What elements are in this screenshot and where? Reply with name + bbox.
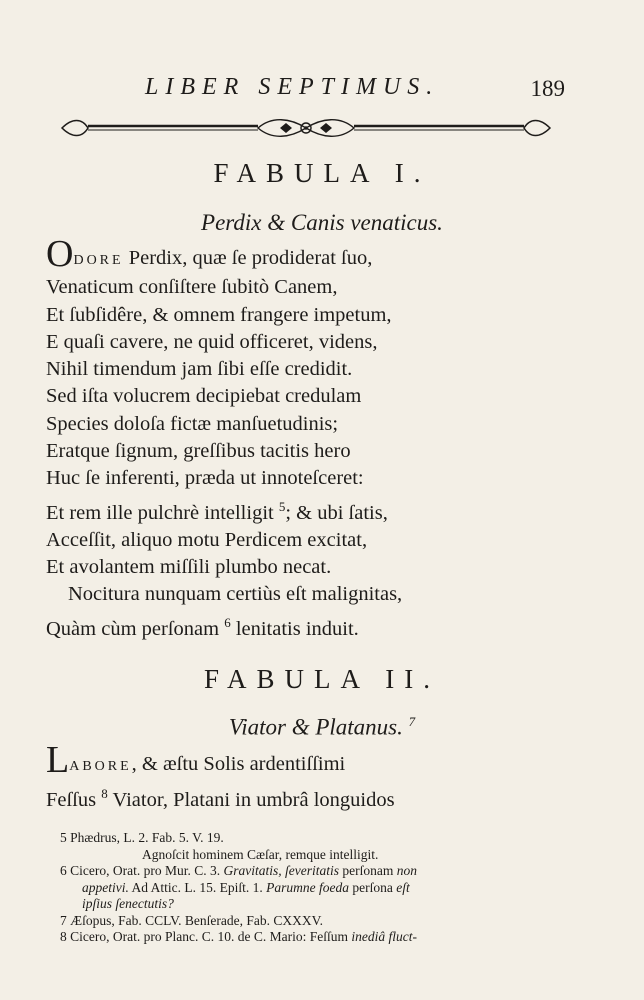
- footnote-marker: 6: [224, 614, 231, 630]
- footnote-marker: 5: [278, 498, 286, 514]
- poem-line: Acceſſit, aliquo motu Perdicem excitat,: [46, 528, 368, 551]
- running-title: LIBER SEPTIMUS.: [145, 74, 440, 100]
- footnote: 7 Æſopus, Fab. CCLV. Benſerade, Fab. CXXXV.: [60, 912, 324, 928]
- poem-line: ODORE Perdix, quæ ſe prodiderat ſuo,: [46, 233, 373, 275]
- small-caps-word: DORE: [73, 253, 124, 268]
- drop-cap: L: [46, 739, 70, 781]
- footnote: 8 Cicero, Orat. pro Planc. C. 10. de C. Mario: Feſſum inediâ fluct-: [60, 929, 417, 944]
- small-caps-word: ABORE: [69, 759, 132, 774]
- poem-line: Feſſus $^8$ Viator, Platani in umbrâ longuidos: [46, 786, 395, 812]
- footnotes: [60, 830, 560, 946]
- poem-line: E quaſi cavere, ne quid officeret, videns,: [46, 330, 378, 353]
- poem-line: Et rem ille pulchrè intelligit $^5$; & ubi ſatis,: [46, 498, 388, 524]
- footnote-marker: 8: [101, 786, 108, 802]
- fable-subtitle: Viator & Platanus. $^7$: [228, 714, 416, 740]
- fable-title: FABULA II.: [203, 664, 440, 694]
- footnote-marker: 7: [408, 714, 416, 729]
- poem-line: Et avolantem miſſili plumbo necat.: [46, 556, 332, 579]
- footnote: appetivi. Ad Attic. L. 15. Epiſt. 1. Parumne foeda perſona eſt: [82, 879, 410, 895]
- fable-text: [46, 233, 566, 643]
- poem-line: Eratque ſignum, greſſibus tacitis hero: [46, 440, 351, 463]
- drop-cap: O: [46, 233, 74, 275]
- footnote: Agnoſcit hominem Cæſar, remque intelligit.: [142, 846, 379, 862]
- poem-line: Venaticum conſiſtere ſubitò Canem,: [46, 276, 338, 299]
- poem-line: Sed iſta volucrem decipiebat credulam: [46, 385, 362, 408]
- poem-line: Huc ſe inferenti, præda ut innoteſceret:: [46, 467, 364, 490]
- page-number: 189: [530, 76, 565, 101]
- footnote: 6 Cicero, Orat. pro Mur. C. 3. Gravitatis, ſeveritatis perſonam non: [60, 863, 417, 878]
- footnote: 5 Phædrus, L. 2. Fab. 5. V. 19.: [60, 830, 224, 845]
- footnote: ipſius ſenectutis?: [82, 896, 174, 911]
- fable-subtitle: Perdix & Canis venaticus.: [201, 210, 443, 235]
- poem-line: Nocitura nunquam certiùs eſt malignitas,: [68, 583, 403, 606]
- fable-text: [46, 739, 566, 814]
- decorative-rule-ornament: [58, 114, 554, 142]
- poem-line: Et ſubſidêre, & omnem frangere impetum,: [46, 303, 392, 326]
- running-head: [145, 74, 565, 108]
- poem-line: Nihil timendum jam ſibi eſſe credidit.: [46, 358, 353, 381]
- fable-title: FABULA I.: [213, 158, 431, 188]
- poem-line: Quàm cùm perſonam $^6$ lenitatis induit.: [46, 614, 359, 640]
- poem-line: Species doloſa fictæ manſuetudinis;: [46, 412, 339, 435]
- poem-line: LABORE, & æſtu Solis ardentiſſimi: [46, 739, 346, 781]
